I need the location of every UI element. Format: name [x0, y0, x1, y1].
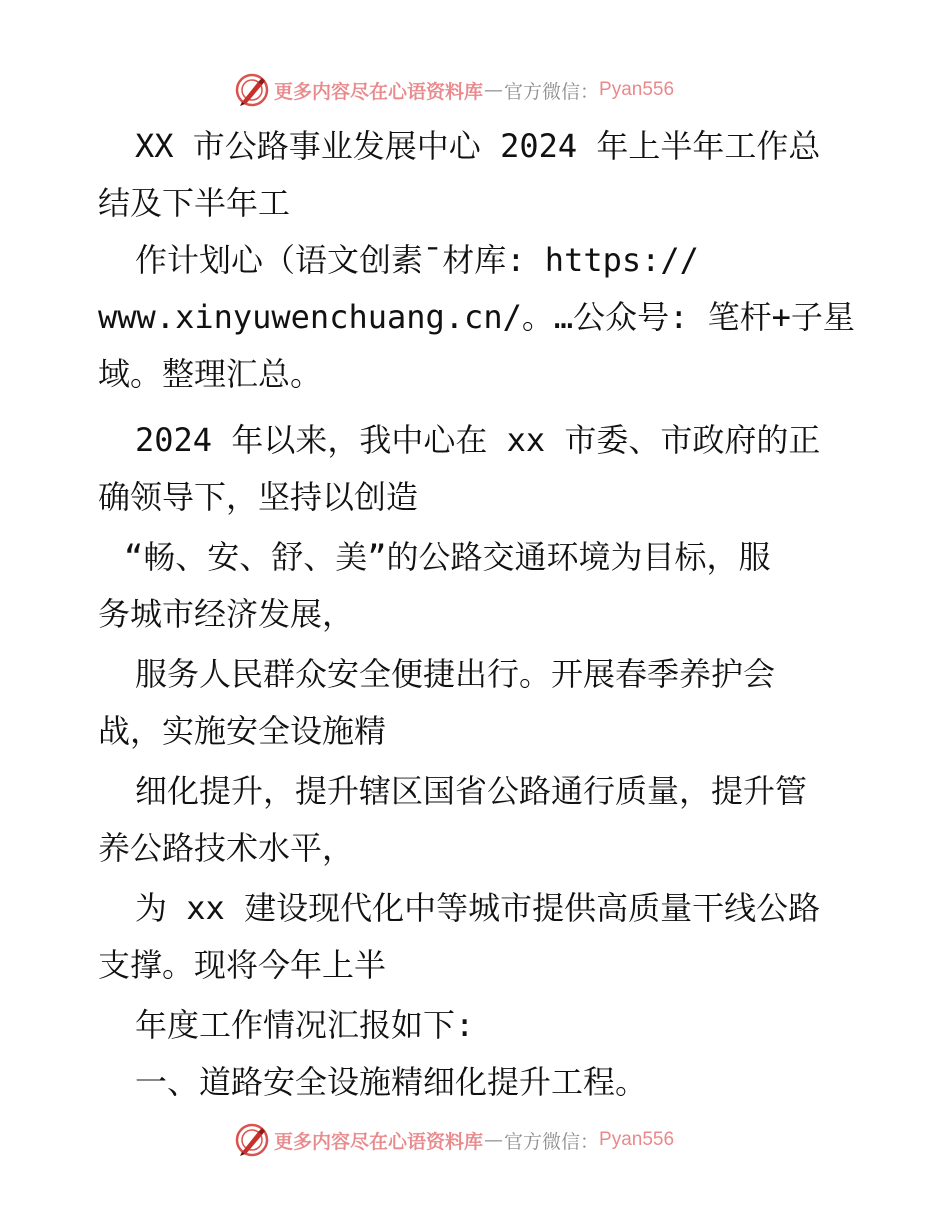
- text-line: “畅、安、舒、美”的公路交通环境为目标，服: [124, 538, 771, 576]
- text-line: 确领导下，坚持以创造: [98, 478, 419, 516]
- footer-watermark: [234, 1122, 674, 1158]
- text-line: 2024 年以来，我中心在 xx 市委、市政府的正: [135, 421, 821, 459]
- text-line: 为 xx 建设现代化中等城市提供高质量干线公路: [135, 889, 821, 927]
- watermark-wechat-id: Pyan556: [599, 79, 675, 100]
- text-line: 养公路技术水平，: [98, 829, 355, 867]
- text-line: 细化提升，提升辖区国省公路通行质量，提升管: [135, 772, 808, 810]
- title-line-2: 结及下半年工: [98, 184, 291, 222]
- text-line: www.xinyuwenchuang.cn/。…公众号: 笔杆+子星: [98, 298, 855, 336]
- pen-logo-icon: [234, 72, 270, 108]
- text-line: 年度工作情况汇报如下:: [135, 1006, 475, 1044]
- watermark-official-label: 官方微信：: [504, 80, 600, 103]
- text-line: 作计划心（语文创素¯材库: https://: [135, 241, 699, 279]
- header-watermark: [234, 72, 674, 108]
- text-line: 战，实施安全设施精: [98, 712, 387, 750]
- text-line: 务城市经济发展，: [98, 595, 355, 633]
- watermark-wechat-id: Pyan556: [599, 1129, 675, 1150]
- watermark-text: 更多内容尽在心语资料库: [274, 1130, 484, 1153]
- watermark-dash: —: [484, 1129, 504, 1151]
- watermark-official-label: 官方微信：: [504, 1130, 600, 1153]
- watermark-dash: —: [484, 79, 504, 101]
- watermark-text: 更多内容尽在心语资料库: [274, 80, 484, 103]
- text-line: 域。整理汇总。: [98, 355, 323, 393]
- pen-logo-icon: [234, 1122, 270, 1158]
- title-line-1: XX 市公路事业发展中心 2024 年上半年工作总: [135, 127, 821, 165]
- section-heading: 一、道路安全设施精细化提升工程。: [135, 1063, 648, 1101]
- text-line: 服务人民群众安全便捷出行。开展春季养护会: [135, 655, 776, 693]
- text-line: 支撑。现将今年上半: [98, 946, 387, 984]
